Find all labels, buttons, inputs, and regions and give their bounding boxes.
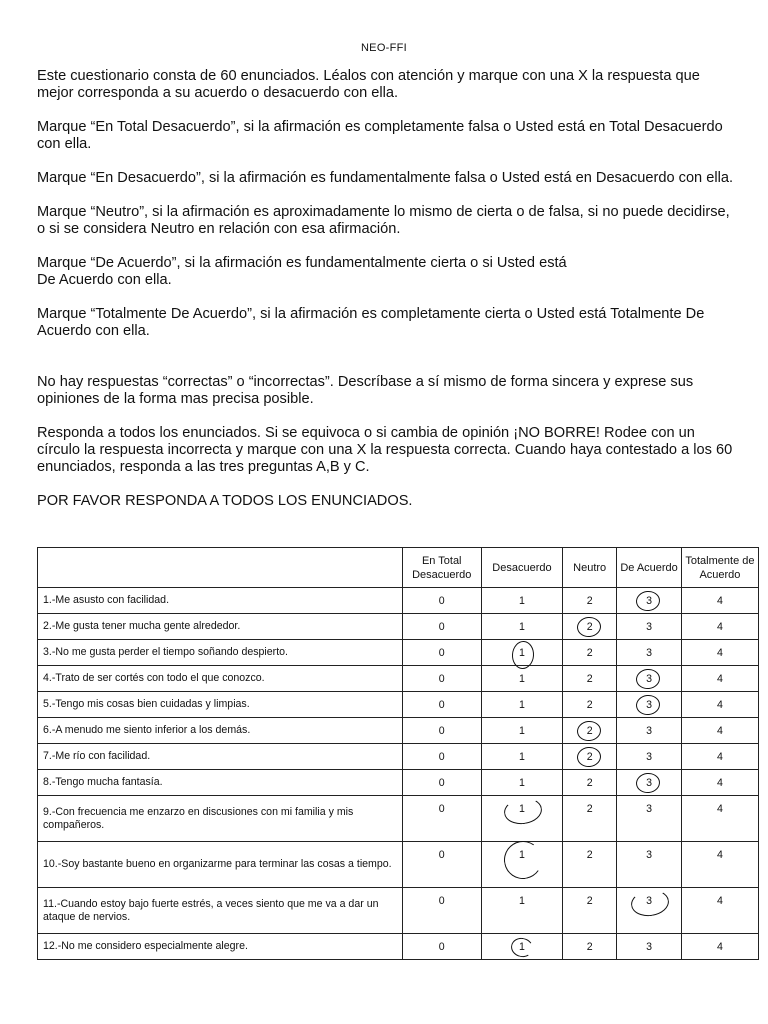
- hand-drawn-circle-mark: [509, 935, 534, 958]
- statement-text: 5.-Tengo mis cosas bien cuidadas y limpias.: [38, 692, 403, 718]
- instruction-paragraph: [37, 255, 737, 289]
- hand-drawn-circle-mark: [501, 838, 545, 882]
- answer-option-0[interactable]: [402, 718, 481, 744]
- option-value: 4: [716, 646, 723, 659]
- option-value: 1: [519, 620, 525, 633]
- answer-option-2[interactable]: [563, 588, 617, 614]
- table-row: [38, 692, 759, 718]
- option-value: 1: [519, 672, 525, 685]
- answer-option-2[interactable]: [563, 614, 617, 640]
- option-value: 0: [438, 803, 445, 815]
- statement-text: 7.-Me río con facilidad.: [38, 744, 403, 770]
- hand-drawn-circle-mark: [629, 887, 670, 918]
- answer-option-1[interactable]: [481, 718, 562, 744]
- answer-option-3[interactable]: [617, 718, 682, 744]
- answer-option-1[interactable]: [481, 934, 562, 960]
- instruction-paragraph: No hay respuestas “correctas” o “incorrectas”. Descríbase a sí mismo de forma sincera y exprese sus opiniones de la forma mas precisa posible.: [37, 374, 694, 407]
- table-row: [38, 614, 759, 640]
- option-value: 4: [716, 672, 723, 685]
- option-value: 1: [519, 698, 525, 711]
- option-value: 0: [438, 672, 445, 685]
- answer-option-0[interactable]: [402, 588, 481, 614]
- hand-drawn-circle-mark: [576, 719, 602, 741]
- answer-option-3[interactable]: [617, 614, 682, 640]
- option-value: 3: [646, 750, 653, 763]
- table-row: [38, 588, 759, 614]
- table-row: [38, 796, 759, 842]
- header-desacuerdo: Desacuerdo: [481, 548, 562, 588]
- answer-option-4[interactable]: [681, 666, 758, 692]
- statement-text: 2.-Me gusta tener mucha gente alrededor.: [38, 614, 403, 640]
- answer-option-1[interactable]: [481, 770, 562, 796]
- option-value: 2: [587, 621, 593, 633]
- hand-drawn-circle-mark: [635, 693, 661, 715]
- option-value: 2: [586, 594, 593, 607]
- answer-option-3[interactable]: [617, 934, 682, 960]
- option-value: 0: [438, 646, 445, 659]
- header-neutro: Neutro: [563, 548, 617, 588]
- answer-option-1[interactable]: [481, 692, 562, 718]
- option-value: 2: [586, 849, 593, 861]
- answer-option-1[interactable]: [481, 640, 562, 666]
- answer-option-3[interactable]: [617, 842, 682, 888]
- answer-option-4[interactable]: [681, 934, 758, 960]
- option-value: 3: [646, 646, 653, 659]
- answer-option-1[interactable]: [481, 744, 562, 770]
- option-value: 2: [587, 751, 593, 763]
- option-value: 3: [646, 940, 653, 953]
- answer-option-1[interactable]: [481, 842, 562, 888]
- answer-option-3[interactable]: [617, 588, 682, 614]
- option-value: 4: [716, 724, 723, 737]
- statement-text: 1.-Me asusto con facilidad.: [38, 588, 403, 614]
- answer-option-4[interactable]: [681, 888, 758, 934]
- option-value: 1: [519, 594, 525, 607]
- instruction-line: De Acuerdo con ella.: [37, 272, 172, 288]
- option-value: 1: [519, 647, 525, 659]
- hand-drawn-circle-mark: [635, 667, 661, 689]
- option-value: 2: [586, 646, 593, 659]
- option-value: 4: [716, 849, 723, 861]
- statement-text: 9.-Con frecuencia me enzarzo en discusiones con mi familia y mis compañeros.: [38, 796, 403, 842]
- instruction-paragraph: Marque “Neutro”, si la afirmación es aproximadamente lo mismo de cierta o de falsa, si no puede decidirse, o si se considera Neutro en relación con esa afirmación.: [37, 204, 730, 237]
- instruction-heading: POR FAVOR RESPONDA A TODOS LOS ENUNCIADOS.: [37, 493, 413, 509]
- option-value: 1: [519, 776, 525, 789]
- option-value: 3: [646, 595, 652, 607]
- option-value: 4: [716, 895, 723, 907]
- table-row: [38, 842, 759, 888]
- answer-option-0[interactable]: [402, 770, 481, 796]
- statement-text: 8.-Tengo mucha fantasía.: [38, 770, 403, 796]
- instruction-paragraph: Marque “Totalmente De Acuerdo”, si la afirmación es completamente cierta o Usted está Totalmente De Acuerdo con ella.: [37, 306, 705, 339]
- instruction-paragraph: Marque “En Total Desacuerdo”, si la afirmación es completamente falsa o Usted está en Total Desacuerdo con ella.: [37, 119, 723, 152]
- option-value: 4: [716, 620, 723, 633]
- answer-option-0[interactable]: [402, 842, 481, 888]
- table-row: [38, 744, 759, 770]
- option-value: 2: [586, 803, 593, 815]
- option-value: 4: [716, 750, 723, 763]
- questionnaire-table: [37, 547, 759, 960]
- table-row: [38, 934, 759, 960]
- table-row: [38, 666, 759, 692]
- answer-option-2[interactable]: [563, 640, 617, 666]
- table-row: [38, 640, 759, 666]
- option-value: 3: [646, 699, 652, 711]
- answer-option-1[interactable]: [481, 666, 562, 692]
- hand-drawn-circle-mark: [576, 615, 602, 637]
- statement-text: 12.-No me considero especialmente alegre.: [38, 934, 403, 960]
- option-value: 3: [646, 777, 652, 789]
- header-totalmente-de-acuerdo: Totalmente de Acuerdo: [681, 548, 758, 588]
- answer-option-4[interactable]: [681, 718, 758, 744]
- option-value: 0: [438, 594, 445, 607]
- option-value: 2: [587, 725, 593, 737]
- option-value: 3: [646, 724, 653, 737]
- hand-drawn-circle-mark: [576, 745, 602, 767]
- option-value: 2: [586, 698, 593, 711]
- answer-option-4[interactable]: [681, 614, 758, 640]
- answer-option-2[interactable]: [563, 692, 617, 718]
- header-statement: [38, 548, 403, 588]
- answer-option-3[interactable]: [617, 640, 682, 666]
- answer-option-3[interactable]: [617, 692, 682, 718]
- statement-text: 6.-A menudo me siento inferior a los demás.: [38, 718, 403, 744]
- hand-drawn-circle-mark: [635, 771, 661, 793]
- answer-option-2[interactable]: [563, 770, 617, 796]
- answer-option-2[interactable]: [563, 666, 617, 692]
- hand-drawn-circle-mark: [502, 795, 543, 826]
- answer-option-0[interactable]: [402, 934, 481, 960]
- statement-text: 4.-Trato de ser cortés con todo el que conozco.: [38, 666, 403, 692]
- option-value: 1: [519, 849, 525, 861]
- option-value: 2: [586, 672, 593, 685]
- instruction-paragraph: Este cuestionario consta de 60 enunciados. Léalos con atención y marque con una X la respuesta que mejor corresponda a su acuerdo o desacuerdo con ella.: [37, 68, 700, 101]
- answer-option-3[interactable]: [617, 888, 682, 934]
- answer-option-0[interactable]: [402, 614, 481, 640]
- option-value: 4: [716, 698, 723, 711]
- option-value: 4: [716, 776, 723, 789]
- option-value: 0: [438, 940, 445, 953]
- option-value: 1: [519, 750, 525, 763]
- option-value: 4: [716, 940, 723, 953]
- answer-option-3[interactable]: [617, 796, 682, 842]
- option-value: 1: [519, 724, 525, 737]
- option-value: 0: [438, 620, 445, 633]
- answer-option-3[interactable]: [617, 666, 682, 692]
- answer-option-2[interactable]: [563, 796, 617, 842]
- option-value: 3: [646, 673, 652, 685]
- answer-option-4[interactable]: [681, 640, 758, 666]
- header-de-acuerdo: De Acuerdo: [617, 548, 682, 588]
- answer-option-1[interactable]: [481, 588, 562, 614]
- answer-option-2[interactable]: [563, 718, 617, 744]
- table-header-row: [38, 548, 759, 588]
- option-value: 3: [646, 803, 653, 815]
- answer-option-2[interactable]: [563, 842, 617, 888]
- instruction-paragraph: Responda a todos los enunciados. Si se equivoca o si cambia de opinión ¡NO BORRE! Rodee con un círculo la respuesta incorrecta y marque con una X la respuesta correcta. Cuando haya contestado a los 60 enunciados, responda a las tres preguntas A,B y C.: [37, 425, 733, 475]
- option-value: 0: [438, 895, 445, 907]
- option-value: 2: [586, 940, 593, 953]
- answer-option-0[interactable]: [402, 744, 481, 770]
- option-value: 0: [438, 750, 445, 763]
- option-value: 2: [586, 895, 593, 907]
- instruction-line: Marque “De Acuerdo”, si la afirmación es fundamentalmente cierta o si Usted está: [37, 255, 567, 271]
- option-value: 4: [716, 803, 723, 815]
- instructions: [37, 68, 737, 527]
- answer-option-3[interactable]: [617, 770, 682, 796]
- table-row: [38, 770, 759, 796]
- answer-option-2[interactable]: [563, 934, 617, 960]
- statement-text: 11.-Cuando estoy bajo fuerte estrés, a veces siento que me va a dar un ataque de nervios.: [38, 888, 403, 934]
- statement-text: 10.-Soy bastante bueno en organizarme para terminar las cosas a tiempo.: [38, 842, 403, 888]
- option-value: 3: [646, 849, 653, 861]
- instruction-paragraph: Marque “En Desacuerdo”, si la afirmación es fundamentalmente falsa o Usted está en Desacuerdo con ella.: [37, 170, 734, 186]
- answer-option-0[interactable]: [402, 666, 481, 692]
- statement-text: 3.-No me gusta perder el tiempo soñando despierto.: [38, 640, 403, 666]
- option-value: 3: [646, 895, 652, 907]
- answer-option-4[interactable]: [681, 842, 758, 888]
- answer-option-0[interactable]: [402, 640, 481, 666]
- answer-option-0[interactable]: [402, 692, 481, 718]
- answer-option-4[interactable]: [681, 692, 758, 718]
- option-value: 1: [519, 941, 525, 953]
- option-value: 1: [519, 895, 525, 907]
- hand-drawn-circle-mark: [635, 589, 661, 611]
- option-value: 2: [586, 776, 593, 789]
- option-value: 0: [438, 849, 445, 861]
- answer-option-1[interactable]: [481, 888, 562, 934]
- option-value: 0: [438, 724, 445, 737]
- table-row: [38, 888, 759, 934]
- answer-option-2[interactable]: [563, 888, 617, 934]
- table-row: [38, 718, 759, 744]
- answer-option-4[interactable]: [681, 588, 758, 614]
- answer-option-4[interactable]: [681, 770, 758, 796]
- header-total-desacuerdo: En Total Desacuerdo: [402, 548, 481, 588]
- option-value: 0: [438, 698, 445, 711]
- document-title: NEO-FFI: [360, 42, 408, 54]
- option-value: 1: [519, 803, 525, 815]
- option-value: 4: [716, 594, 723, 607]
- option-value: 3: [646, 620, 653, 633]
- answer-option-0[interactable]: [402, 888, 481, 934]
- answer-option-3[interactable]: [617, 744, 682, 770]
- answer-option-1[interactable]: [481, 796, 562, 842]
- answer-option-2[interactable]: [563, 744, 617, 770]
- option-value: 0: [438, 776, 445, 789]
- answer-option-0[interactable]: [402, 796, 481, 842]
- answer-option-4[interactable]: [681, 744, 758, 770]
- answer-option-1[interactable]: [481, 614, 562, 640]
- answer-option-4[interactable]: [681, 796, 758, 842]
